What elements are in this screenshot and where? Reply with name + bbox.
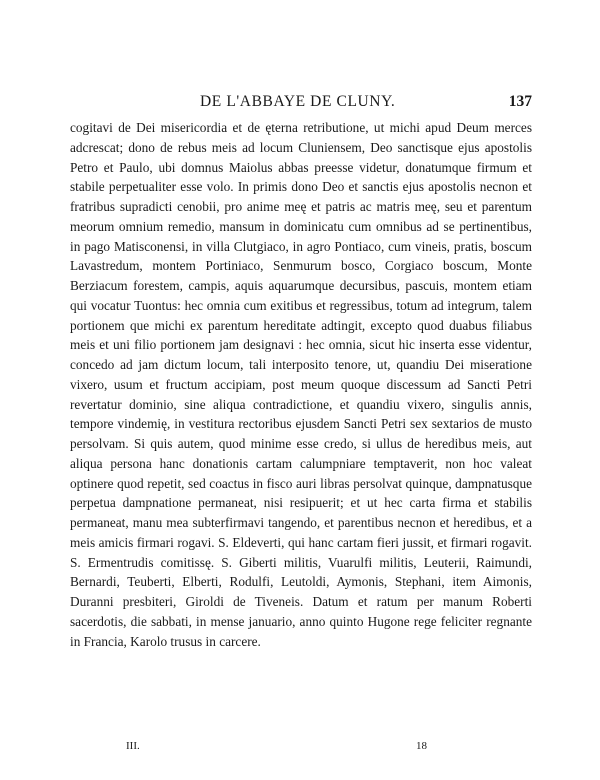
- running-title: DE L'ABBAYE DE CLUNY.: [200, 93, 396, 110]
- signature-mark: III.: [126, 740, 140, 752]
- page-number: 137: [508, 93, 532, 110]
- sheet-number: 18: [416, 740, 427, 752]
- page-header: [70, 93, 532, 113]
- charter-text: cogitavi de Dei misericordia et de ęterna retributione, ut michi apud Deum merces adcrescat; dono de rebus meis ad locum Cluniensem, Deo sanctisque ejus apostolis Petro et Paulo, ubi domnus Maiolus abbas preesse videtur, donatumque firmum et stabile perpetualiter esse volo. In primis dono Deo et sanctis ejus apostolis necnon et fratribus supradicti cenobii, pro anime meę et patris ac matris meę, seu et parentum meorum omnium remedio, mansum in dominicatu cum omnibus ad se pertinentibus, in pago Matisconensi, in villa Clutgiaco, in agro Pontiaco, cum vineis, pratis, boscum Lavastredum, montem Portiniaco, Senmurum bosco, Corgiaco boscum, Monte Berziacum forestem, campis, aquis aquarumque decursibus, pascuis, montem etiam qui vocatur Tuontus: hec omnia cum exitibus et regressibus, totum ad integrum, talem portionem que michi ex parentum hereditate adtingit, excepto quod duabus filiabus meis et uni filio portionem jam designavi : hec omnia, sicut hic inserta esse videntur, concedo ad jam dictum locum, tali interposito tenore, ut, quandiu Dei miseratione vixero, usum et fructum accipiam, post meum quoque discessum ad Sancti Petri revertatur dominio, sine aliqua contradictione, et quandiu vixero, singulis annis, tempore vindemię, in vestitura rectoribus ejusdem Sancti Petri sex sextarios de musto persolvam. Si quis autem, quod minime esse credo, si ullus de heredibus meis, aut aliqua persona hanc donationis cartam calumpniare temptaverit, non hoc valeat optinere quod repetit, sed coactus in fisco auri libras persolvat quinque, dampnatusque perpetua dampnatione permaneat, nisi resipuerit; et ut hec carta firma et stabilis permaneat, manu mea subterfirmavi tangendo, et parentibus necnon et heredibus, et a meis amicis firmari rogavi. S. Eldeverti, qui hanc cartam fieri jussit, et firmari rogavit. S. Ermentrudis comitissę. S. Giberti militis, Vuarulfi militis, Leuterii, Raimundi, Bernardi, Teuberti, Elberti, Rodulfi, Leutoldi, Aymonis, Stephani, item Aimonis, Duranni presbiteri, Giroldi de Tiveneis. Datum et ratum per manum Roberti sacerdotis, die sabbati, in mense januario, anno quinto Hugone rege feliciter regnante in Francia, Karolo trusus in carcere.: [70, 120, 532, 649]
